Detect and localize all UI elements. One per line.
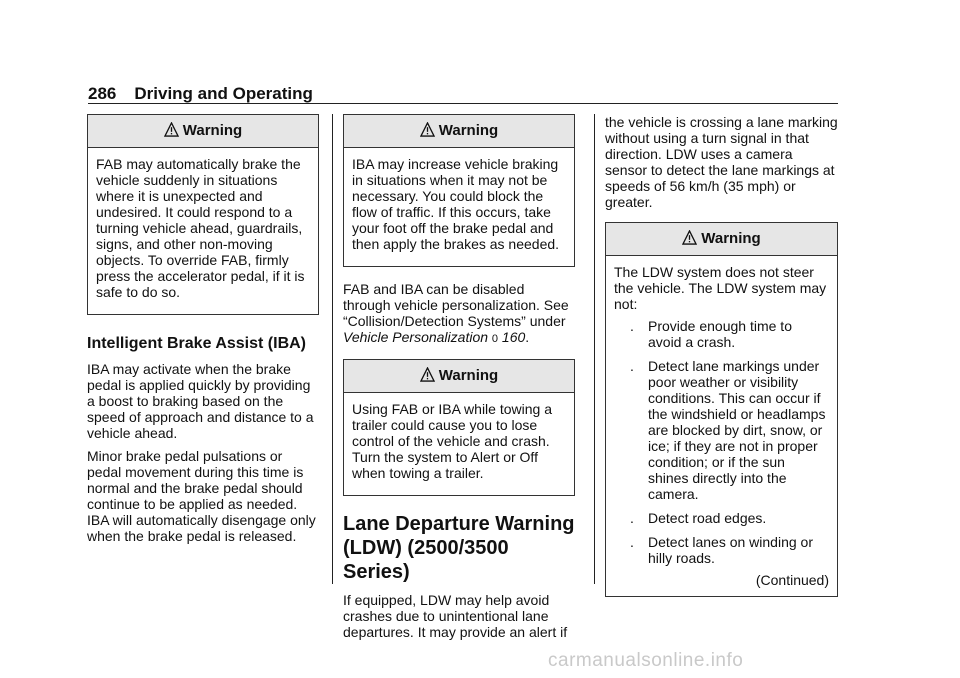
warning-title: Warning: [701, 230, 761, 247]
list-item: [630, 534, 829, 566]
warning-title: Warning: [438, 122, 499, 139]
warning-title: Warning: [438, 367, 499, 384]
list-item-text: Detect lanes on winding or hilly roads.: [648, 534, 813, 566]
list-item: [630, 510, 829, 526]
page-header: [88, 84, 313, 104]
list-item-text: Detect lane markings under poor weather or visibility conditions. This can occur if the windshield or headlamps are blocked by dirt, snow, or ice; if they are not in proper condition; or if the sun shines directly into the camera.: [648, 358, 826, 502]
list-item: [630, 318, 829, 350]
bullet-icon: .: [630, 358, 634, 374]
header-rule: [88, 103, 838, 104]
warning-box-fab: [87, 114, 319, 315]
warning-box-ldw: [605, 222, 838, 597]
paragraph: IBA may activate when the brake pedal is applied quickly by providing a boost to braking based on the speed of approach and distance to a vehicle ahead.: [87, 361, 314, 441]
warning-triangle-icon: [420, 122, 435, 137]
section-title: Driving and Operating: [134, 84, 313, 103]
warning-triangle-icon: [164, 122, 179, 137]
continued-label: (Continued): [755, 572, 829, 588]
warning-list: [614, 318, 829, 566]
warning-triangle-icon: [682, 230, 697, 245]
warning-text: Using FAB or IBA while towing a trailer could cause you to lose control of the vehicle and crash. Turn the system to Alert or Off when towing a trailer.: [352, 401, 552, 481]
warning-header: [606, 223, 837, 256]
paragraph: [343, 281, 575, 347]
list-item-text: Provide enough time to avoid a crash.: [648, 318, 792, 350]
section-heading-ldw: Lane Departure Warning (LDW) (2500/3500 Series): [343, 513, 575, 583]
paragraph: If equipped, LDW may help avoid crashes due to unintentional lane departures. It may provide an alert if: [343, 592, 568, 640]
warning-text: IBA may increase vehicle braking in situations when it may not be necessary. You could block the flow of traffic. If this occurs, take your foot off the brake pedal and then apply the brakes as needed.: [352, 156, 560, 252]
bullet-icon: .: [630, 510, 634, 526]
warning-text: The LDW system does not steer the vehicle. The LDW system may not:: [614, 264, 827, 312]
warning-box-towing: [343, 359, 575, 496]
watermark: carmanualsonline.info: [548, 650, 744, 671]
paragraph: Minor brake pedal pulsations or pedal movement during this time is normal and the brake pedal should continue to be applied as needed. IBA will automatically disengage only when the brake pedal is released.: [87, 448, 316, 544]
warning-triangle-icon: [420, 367, 435, 382]
list-item-text: Detect road edges.: [648, 510, 767, 526]
column-1: [87, 114, 319, 551]
warning-header: [88, 115, 318, 148]
warning-text: FAB may automatically brake the vehicle suddenly in situations where it is unexpected and undesired. It could respond to a turning vehicle ahead, guardrails, signs, and other non-moving objects. To override FAB, firmly press the accelerator pedal, if it is safe to do so.: [96, 156, 305, 300]
cross-reference-link[interactable]: Vehicle Personalization: [343, 329, 489, 345]
bullet-icon: .: [630, 318, 634, 334]
list-item: [630, 358, 829, 502]
period: .: [525, 329, 530, 345]
page-ref-arrow-icon: 0: [491, 333, 499, 345]
page-reference[interactable]: 160: [501, 329, 526, 345]
column-divider: [594, 114, 595, 584]
section-heading-iba: Intelligent Brake Assist (IBA): [87, 335, 307, 352]
warning-header: [344, 360, 574, 393]
column-3: [605, 114, 838, 597]
page-number: 286: [88, 84, 117, 103]
column-divider: [332, 114, 333, 584]
bullet-icon: .: [630, 534, 634, 550]
paragraph-text: FAB and IBA can be disabled through vehicle personalization. See “Collision/Detection Systems” under: [343, 281, 569, 329]
column-2: [343, 114, 575, 647]
warning-box-iba: [343, 114, 575, 267]
paragraph: the vehicle is crossing a lane marking without using a turn signal in that direction. LDW uses a camera sensor to detect the lane markings at speeds of 56 km/h (35 mph) or greater.: [605, 114, 838, 210]
warning-title: Warning: [182, 122, 243, 139]
warning-header: [344, 115, 574, 148]
